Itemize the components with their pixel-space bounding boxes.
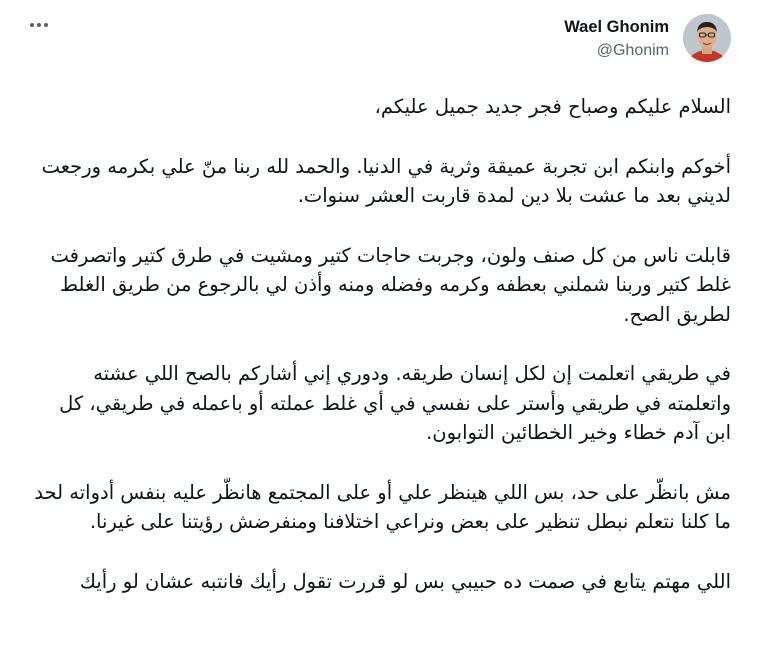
ellipsis-icon xyxy=(37,23,41,27)
avatar-photo-icon xyxy=(683,14,731,62)
tweet-paragraph: اللي مهتم يتابع في صمت ده حبيبي بس لو قررت تقول رأيك فانتبه عشان لو رأيك xyxy=(79,569,731,593)
tweet-paragraph: قابلت ناس من كل صنف ولون، وجربت حاجات كتير ومشيت في طرق كتير واتصرفت غلط كتير وربنا شملني بعطفه وكرمه وفضله ومنه وأذن لي بالرجوع من طريق الغلط لطريق الصح. xyxy=(50,243,731,326)
author-info[interactable] xyxy=(564,16,669,62)
tweet-paragraph: السلام عليكم وصباح فجر جديد جميل عليكم، xyxy=(374,95,731,118)
tweet-paragraph: مش بانظّر على حد، بس اللي هينظر علي أو على المجتمع هانظّر عليه بنفس أدواته لحد ما كلنا نتعلم نبطل تنظير على بعض ونراعي اختلافنا ومنفرضش رؤيتنا على غيرنا. xyxy=(34,480,731,533)
tweet-paragraph: أخوكم وابنكم ابن تجربة عميقة وثرية في الدنيا. والحمد لله ربنا منّ علي بكرمه ورجعت لديني بعد ما عشت بلا دين لمدة قاربت العشر سنوات. xyxy=(41,154,731,207)
author-name[interactable]: Wael Ghonim xyxy=(564,18,669,36)
author-handle[interactable]: @Ghonim xyxy=(596,42,669,59)
tweet-text xyxy=(30,92,731,626)
avatar[interactable] xyxy=(683,14,731,62)
ellipsis-icon xyxy=(44,23,48,27)
more-options-button[interactable] xyxy=(26,12,52,38)
tweet-paragraph: في طريقي اتعلمت إن لكل إنسان طريقه. ودوري إني أشاركم بالصح اللي عشته واتعلمته في طريقي و￼أستر على نفسي في أي غلط عملته أو باعمله في طريقي، كل ابن آدم خطاء وخير الخطائين التوابون. xyxy=(59,362,731,444)
ellipsis-icon xyxy=(30,23,34,27)
